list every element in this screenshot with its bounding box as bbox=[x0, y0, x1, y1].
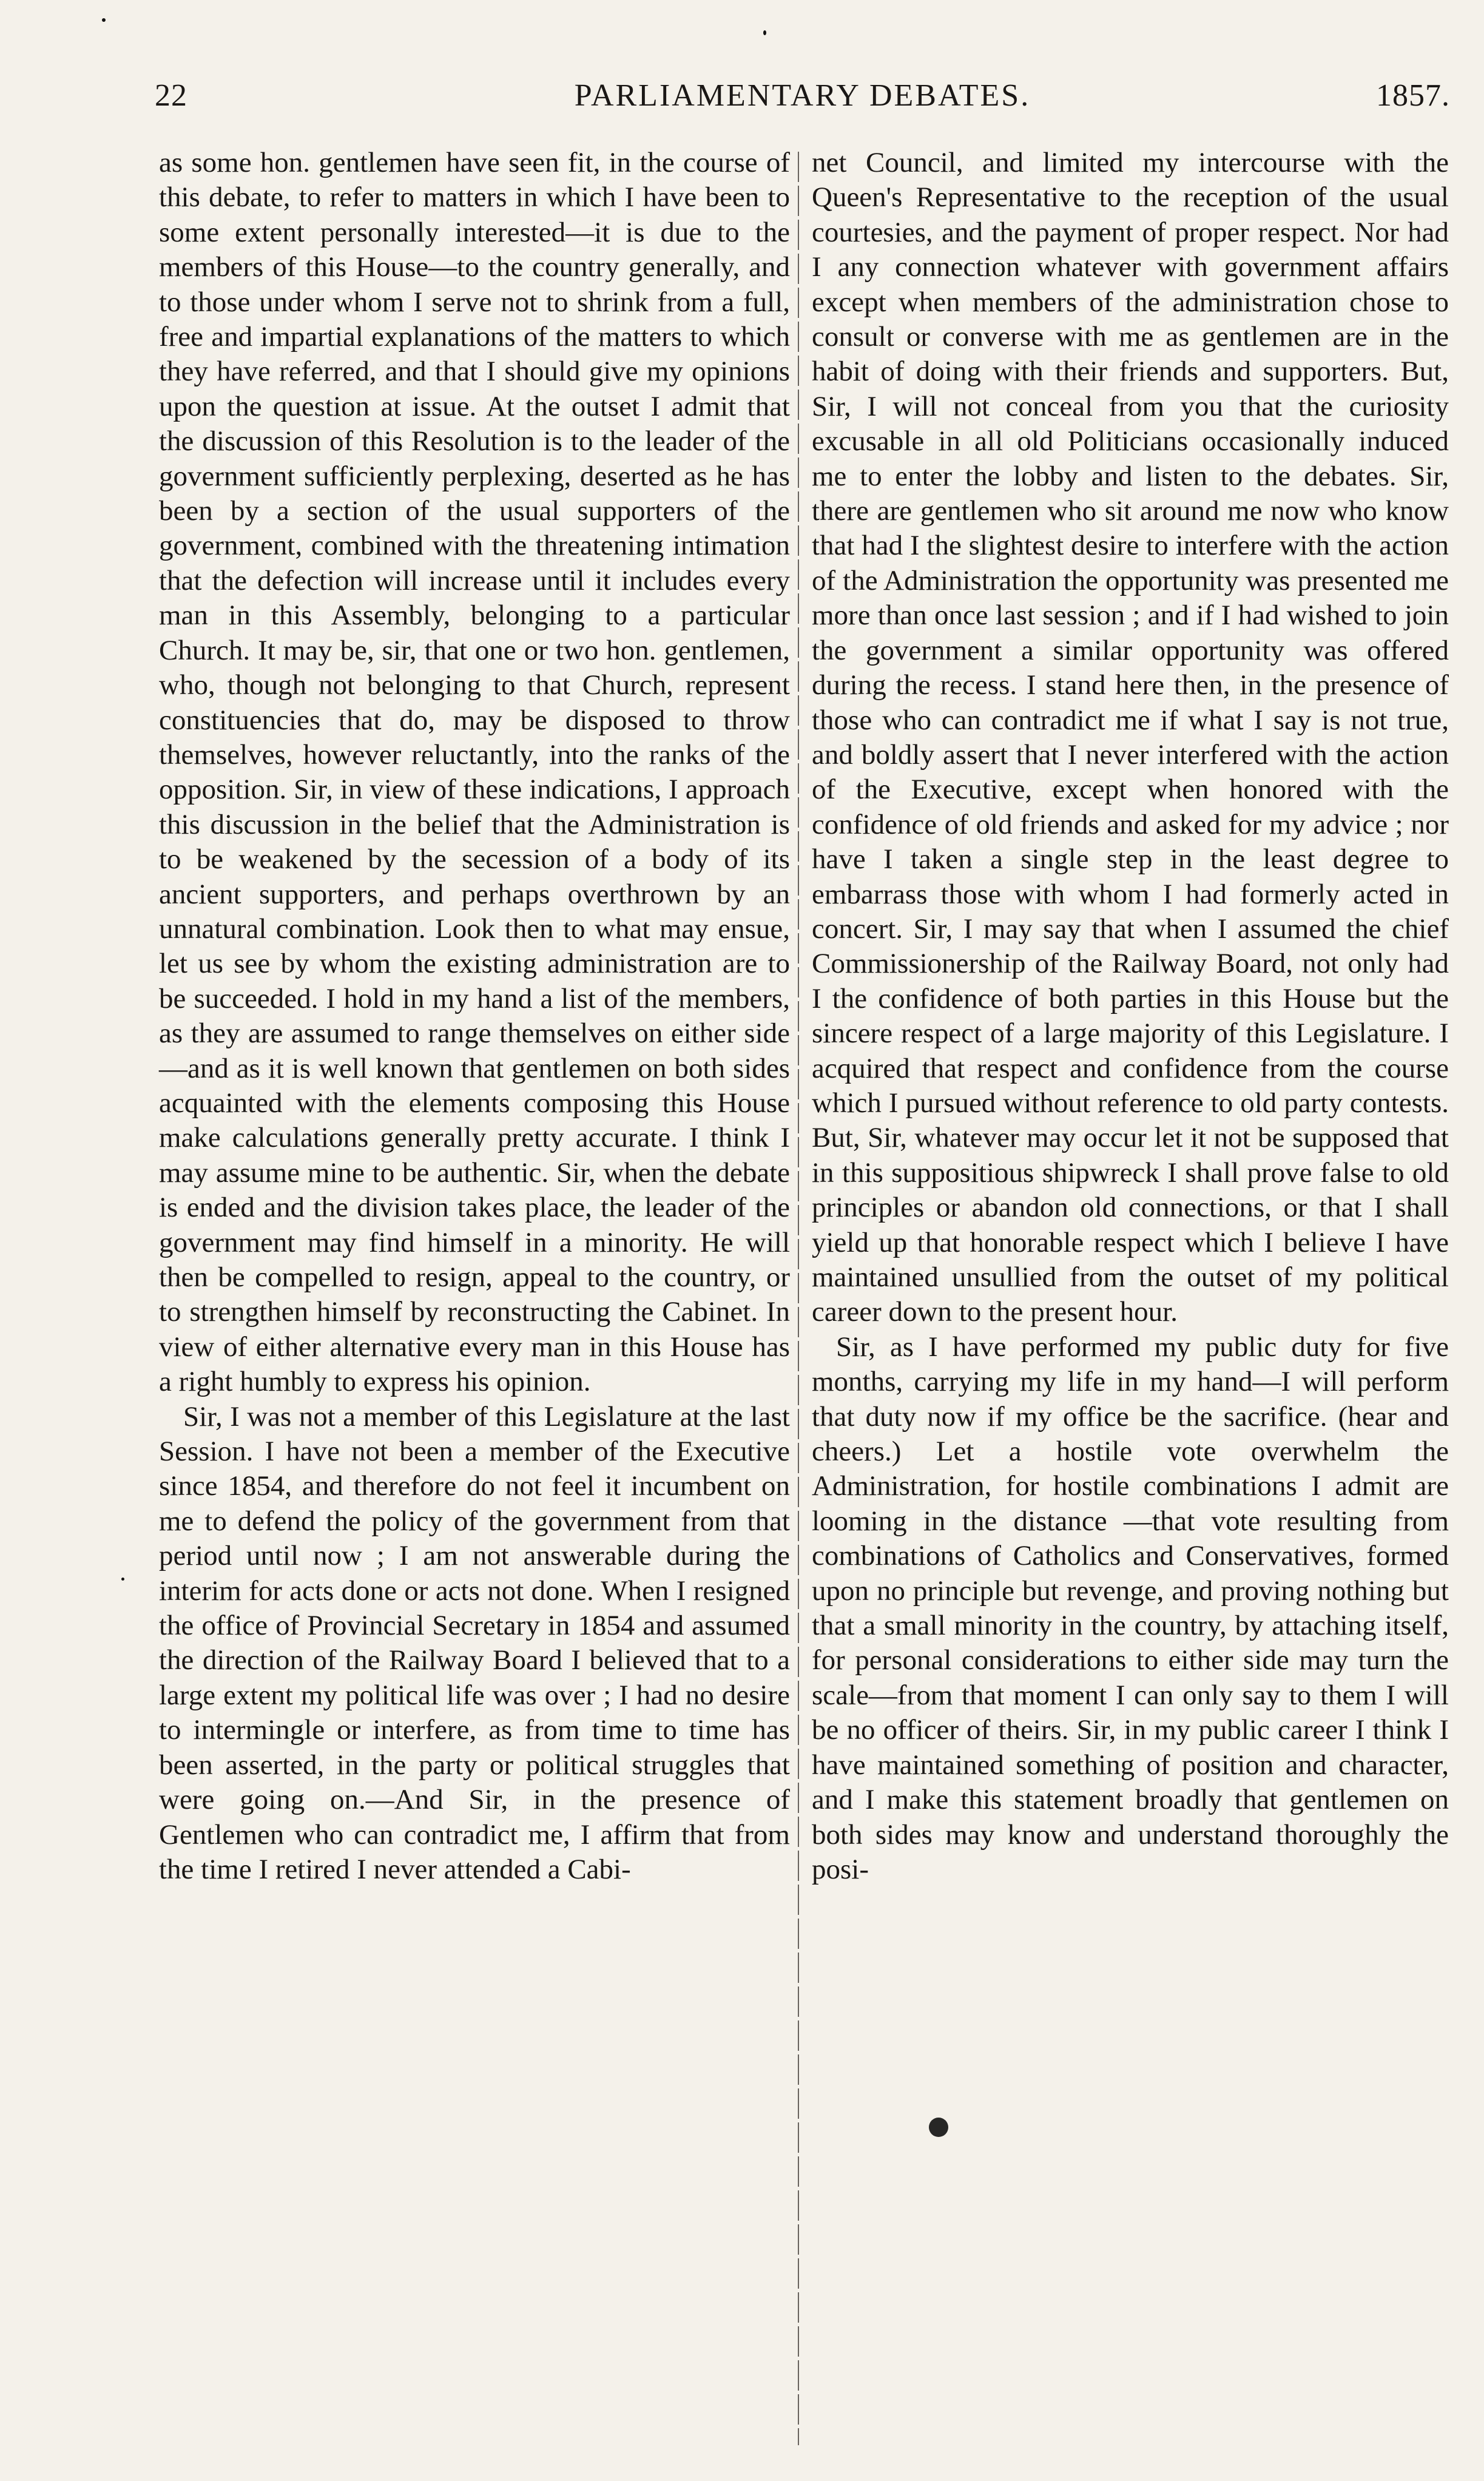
left-paragraph-1: as some hon. gentlemen have seen fit, in the course of this debate, to refer to matters in which I have been to some extent personally interested—it is due to the members of this House—to the country generally, and to those under whom I serve not to shrink from a full, free and impartial explanations of the matters to which they have referred, and that I should give my opinions upon the question at issue. At the outset I admit that the discussion of this Resolution is to the leader of the government sufficiently perplexing, deserted as he has been by a section of the usual supporters of the government, combined with the threatening intimation that the defection will increase until it includes every man in this Assembly, belonging to a particular Church. It may be, sir, that one or two hon. gentlemen, who, though not belonging to that Church, represent constituencies that do, may be disposed to throw themselves, however reluctantly, into the ranks of the opposition. Sir, in view of these indications, I approach this discussion in the belief that the Administration is to be weakened by the secession of a body of its ancient supporters, and perhaps overthrown by an unnatural combination. Look then to what may ensue, let us see by whom the existing administration are to be succeeded. I hold in my hand a list of the members, as they are assumed to range themselves on either side —and as it is well known that gentlemen on both sides acquainted with the elements composing this House make calculations generally pretty accurate. I think I may assume mine to be authentic. Sir, when the debate is ended and the division takes place, the leader of the government may find himself in a minority. He will then be compelled to resign, appeal to the country, or to strengthen himself by reconstructing the Cabinet. In view of either alternative every man in this House has a right humbly to express his opinion. bbox=[159, 147, 790, 1398]
right-paragraph-2: Sir, as I have performed my public duty for five months, carrying my life in my hand—I will perform that duty now if my office be the sacrifice. (hear and cheers.) Let a hostile vote overwhelm the Administration, for hostile combinations I admit are looming in the distance —that vote resulting from combinations of Catholics and Conservatives, formed upon no principle but revenge, and proving nothing but that a small minority in the country, by attaching itself, for personal considerations to either side may turn the scale—from that moment I can only say to them I will be no officer of theirs. Sir, in my public career I think I have maintained something of position and character, and I make this statement broadly that gentlemen on both sides may know and understand thoroughly the posi- bbox=[812, 1331, 1449, 1885]
right-paragraph-1: net Council, and limited my intercourse with the Queen's Representative to the reception of the usual courtesies, and the payment of proper respect. Nor had I any connection whatever with government affairs except when members of the administration chose to consult or converse with me as gentlemen are in the habit of doing with their friends and supporters. But, Sir, I will not conceal from you that the curiosity excusable in all old Politicians occasionally induced me to enter the lobby and listen to the debates. Sir, there are gentlemen who sit around me now who know that had I the slightest desire to interfere with the action of the Administration the opportunity was presented me more than once last session ; and if I had wished to join the government a similar opportunity was offered during the recess. I stand here then, in the presence of those who can contradict me if what I say is not true, and boldly assert that I never interfered with the action of the Executive, except when honored with the confidence of old friends and asked for my advice ; nor have I taken a single step in the least degree to embarrass those with whom I had formerly acted in concert. Sir, I may say that when I assumed the chief Commissionership of the Railway Board, not only had I the confidence of both parties in this House but the sincere respect of a large majority of this Legislature. I acquired that respect and confidence from the course which I pursued without reference to old party contests. But, Sir, whatever may occur let it not be supposed that in this suppositious shipwreck I shall prove false to old principles or abandon old connections, or that I shall yield up that honorable respect which I believe I have maintained unsullied from the outset of my political career down to the present hour. bbox=[812, 147, 1449, 1328]
page-header bbox=[155, 78, 1450, 126]
page-number: 22 bbox=[155, 78, 187, 113]
column-divider bbox=[798, 152, 799, 2445]
ink-blot bbox=[929, 2118, 948, 2137]
left-column bbox=[159, 146, 790, 1887]
ink-speck bbox=[102, 18, 106, 22]
page-title: PARLIAMENTARY DEBATES. bbox=[574, 78, 1031, 113]
right-column bbox=[812, 146, 1449, 1887]
ink-speck bbox=[121, 1578, 124, 1581]
left-paragraph-2: Sir, I was not a member of this Legislature at the last Session. I have not been a member of the Executive since 1854, and therefore do not feel it incumbent on me to defend the policy of the government from that period until now ; I am not answerable during the interim for acts done or acts not done. When I resigned the office of Provincial Secretary in 1854 and assumed the direction of the Railway Board I believed that to a large extent my political life was over ; I had no desire to intermingle or interfere, as from time to time has been asserted, in the party or political struggles that were going on.—And Sir, in the presence of Gentlemen who can contradict me, I affirm that from the time I retired I never attended a Cabi- bbox=[159, 1400, 790, 1885]
page-year: 1857. bbox=[1376, 78, 1450, 113]
ink-speck bbox=[763, 30, 766, 35]
